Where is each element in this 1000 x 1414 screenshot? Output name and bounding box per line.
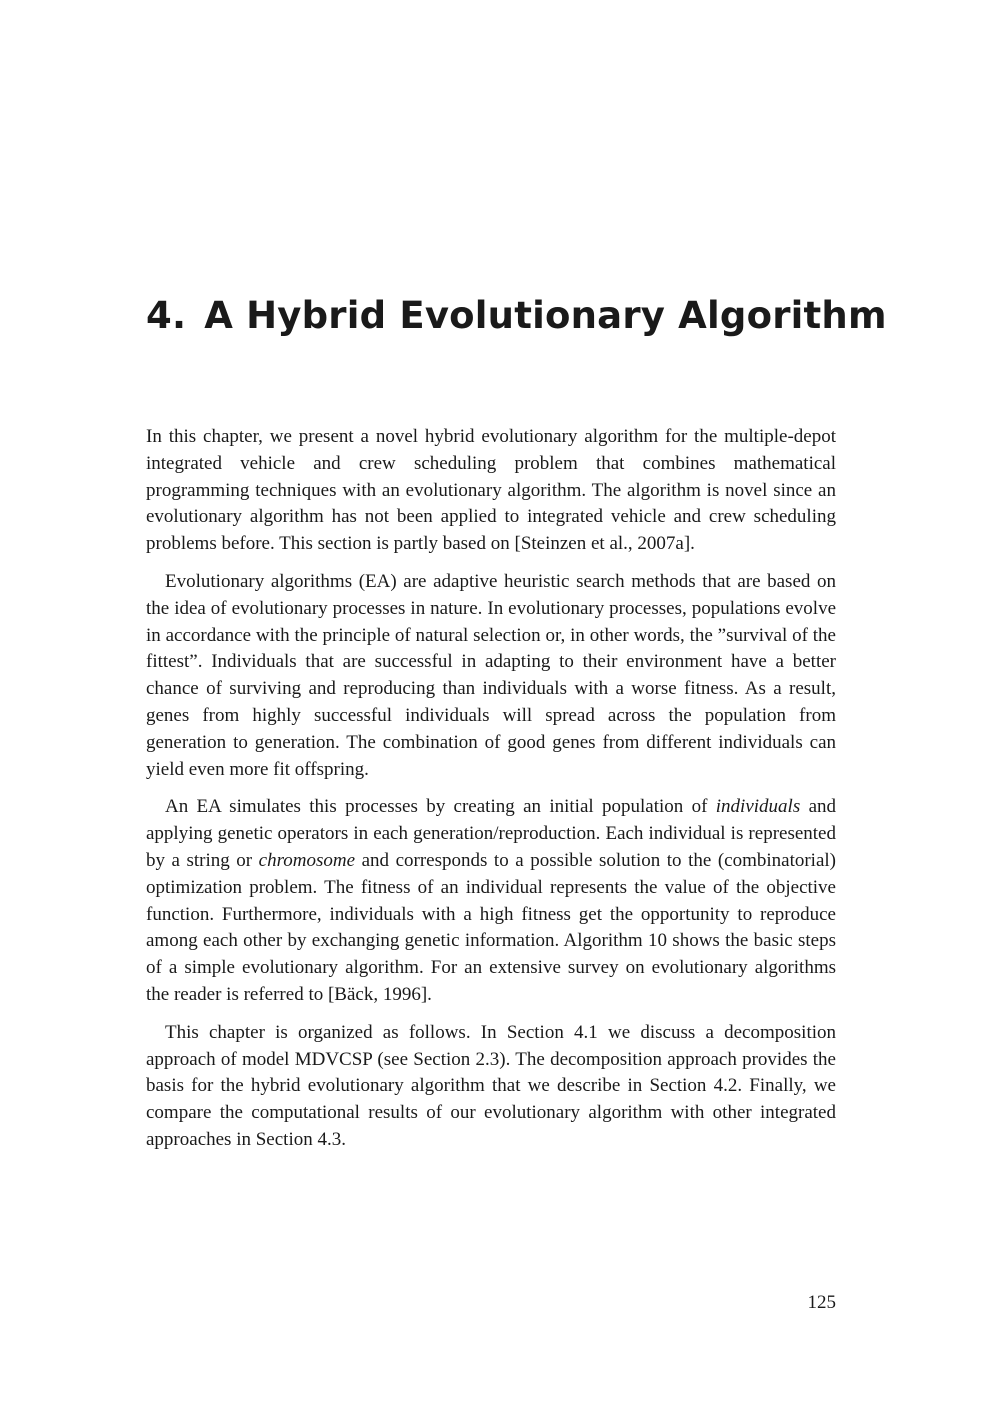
text-segment: An EA simulates this processes by creating an initial population of xyxy=(165,796,716,818)
emphasis-chromosome: chromosome xyxy=(258,849,356,871)
chapter-body xyxy=(146,424,836,1165)
chapter-title-text: A Hybrid Evolutionary Algorithm xyxy=(204,294,887,337)
page-number: 125 xyxy=(807,1292,836,1313)
chapter-title xyxy=(146,294,887,337)
intro-paragraph: In this chapter, we present a novel hybrid evolutionary algorithm for the multiple-depot integrated vehicle and crew scheduling problem that combines mathematical programming techniques with an evolutionary algorithm. The algorithm is novel since an evolutionary algorithm has not been applied to integrated vehicle and crew scheduling problems before. This section is partly based on [Steinzen et al., 2007a]. xyxy=(146,426,836,555)
chapter-number: 4. xyxy=(146,294,187,337)
text-segment: and corresponds to a possible solution to the (combinatorial) optimization problem. The fitness of an individual represents the value of the objective function. Furthermore, individuals with a high fitness get the opportunity to reproduce among each other by exchanging genetic information. Algorithm 10 shows the basic steps of a simple evolutionary algorithm. For an extensive survey on evolutionary algorithms the reader is referred to [Bäck, 1996]. xyxy=(146,849,836,1005)
ea-simulation-paragraph xyxy=(146,794,836,1008)
chapter-outline-paragraph: This chapter is organized as follows. In Section 4.1 we discuss a decomposition approach of model MDVCSP (see Section 2.3). The decomposition approach provides the basis for the hybrid evolutionary algorithm that we describe in Section 4.2. Finally, we compare the computational results of our evolutionary algorithm with other integrated approaches in Section 4.3. xyxy=(146,1021,836,1150)
emphasis-individuals: individuals xyxy=(715,796,801,818)
text-segment: and applying genetic operators in each generation/reproduction. Each individual is represented by a string or xyxy=(146,796,837,871)
ea-definition-paragraph: Evolutionary algorithms (EA) are adaptive heuristic search methods that are based on the idea of evolutionary processes in nature. In evolutionary processes, populations evolve in accordance with the principle of natural selection or, in other words, the ”survival of the fittest”. Individuals that are successful in adapting to their environment have a better chance of surviving and reproducing than individuals with a worse fitness. As a result, genes from highly successful individuals will spread across the population from generation to generation. The combination of good genes from different individuals can yield even more fit offspring. xyxy=(146,570,836,780)
